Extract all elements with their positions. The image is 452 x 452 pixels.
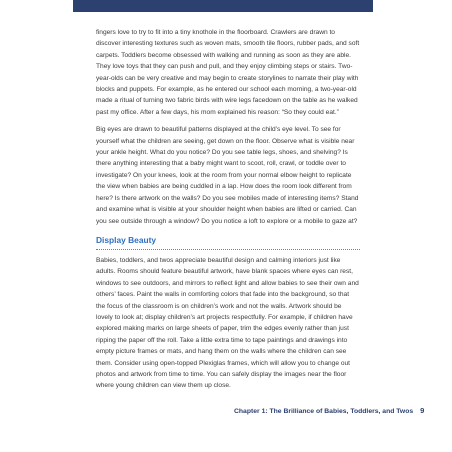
page-number: 9 — [420, 406, 425, 415]
section-heading: Display Beauty — [96, 234, 157, 245]
page-body — [96, 27, 360, 392]
running-footer — [234, 406, 425, 417]
paragraph: fingers love to try to fit into a tiny knothole in the floorboard. Crawlers are drawn to discover interesting textures such as woven mats, smooth tile floors, rubber pads, and soft carpets. Toddlers become obsessed with walking and running as soon as they are able. They love toys that they can push and pull, and they enjoy climbing steps or stairs. Two-year-olds can be very creative and may begin to create storylines to narrate their play with blocks and puppets. For example, as he entered our school each morning, a two-year-old made a ritual of turning two fabric birds with wire legs facedown on the table as he walked past my office. After a few days, his mom explained his reason: “So they could eat.” — [96, 29, 360, 116]
header-band — [73, 0, 373, 12]
chapter-title: Chapter 1: The Brilliance of Babies, Toddlers, and Twos — [234, 408, 414, 415]
dotted-divider — [96, 249, 360, 250]
paragraph: Big eyes are drawn to beautiful patterns displayed at the child’s eye level. To see for yourself what the children are seeing, get down on the floor. Observe what is visible near your ankle height. What do you notice? Do you see table legs, shoes, and shelving? Is there anything interesting that a baby might want to scoot, roll, crawl, or toddle over to investigate? On your knees, look at the room from your normal elbow height to replicate the view when babies are being cuddled in a lap. How does the room look different from here? Is there artwork on the walls? Do you see mobiles made of interesting items? Stand and examine what is visible at your shoulder height when babies are lifted or carried. Can you see outside through a window? Do you notice a loft to explore or a mobile to gaze at? — [96, 126, 359, 225]
paragraph: Babies, toddlers, and twos appreciate beautiful design and calming interiors just like adults. Rooms should feature beautiful artwork, have blank spaces where eyes can rest, windows to see outdoors, and mirrors to reflect light and allow babies to see their own and others’ faces. Paint the walls in comforting colors that fade into the background, so that the focus of the classroom is on children’s work and not the walls. Artwork should be lovely to look at; display children’s art projects respectfully. For example, if children have explored making marks on large sheets of paper, trim the edges evenly rather than just ripping the paper off the roll. Take a little extra time to tape paintings and drawings into empty picture frames or mats, and hang them on the walls where the children can see them. Consider using open-topped Plexiglas frames, which will allow you to change out photos and artwork from time to time. You can safely display the images near the floor where young children can view them up close. — [96, 256, 359, 390]
